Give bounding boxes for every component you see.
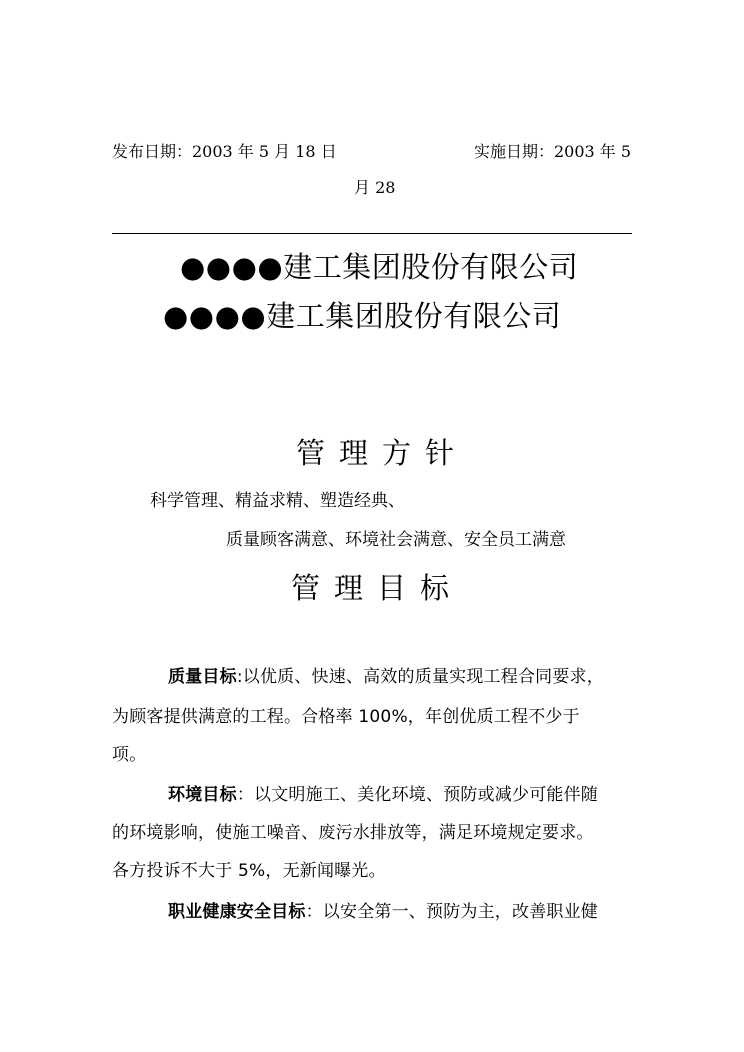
quality-objective-text: :以优质、快速、高效的质量实现工程合同要求，	[236, 667, 604, 687]
ohs-objective-line-1	[168, 901, 598, 923]
environment-objective-line-1	[168, 784, 598, 806]
ohs-objective-text: ：以安全第一、预防为主，改善职业健	[305, 902, 599, 922]
implement-date: 实施日期：2003 年 5	[474, 142, 632, 161]
environment-objective-line-2: 的环境影响，使施工噪音、废污水排放等，满足环境规定要求。	[112, 823, 594, 843]
company-name-line-1: ●●●●建工集团股份有限公司	[180, 250, 579, 284]
policy-line-1: 科学管理、精益求精、塑造经典、	[150, 491, 405, 511]
company-name-line-2: ●●●●建工集团股份有限公司	[163, 299, 562, 333]
quality-objective-label: 质量目标	[168, 667, 237, 687]
quality-objective-line-3: 项。	[112, 745, 147, 765]
implement-date-continued: 月 28	[354, 178, 396, 197]
environment-objective-label: 环境目标	[168, 785, 237, 805]
ohs-objective-label: 职业健康安全目标	[168, 902, 306, 922]
objectives-heading: 管理目标	[291, 571, 464, 605]
quality-objective-line-2: 为顾客提供满意的工程。合格率 100%，年创优质工程不少于	[112, 707, 580, 727]
publish-date: 发布日期：2003 年 5 月 18 日	[112, 142, 337, 161]
policy-line-2: 质量顾客满意、环境社会满意、安全员工满意	[226, 530, 566, 550]
policy-heading: 管理方针	[296, 436, 469, 470]
quality-objective-line-1	[168, 666, 604, 688]
environment-objective-line-3: 各方投诉不大于 5%，无新闻曝光。	[112, 861, 386, 881]
header-divider	[112, 233, 632, 234]
environment-objective-text: ：以文明施工、美化环境、预防或减少可能伴随	[236, 785, 599, 805]
